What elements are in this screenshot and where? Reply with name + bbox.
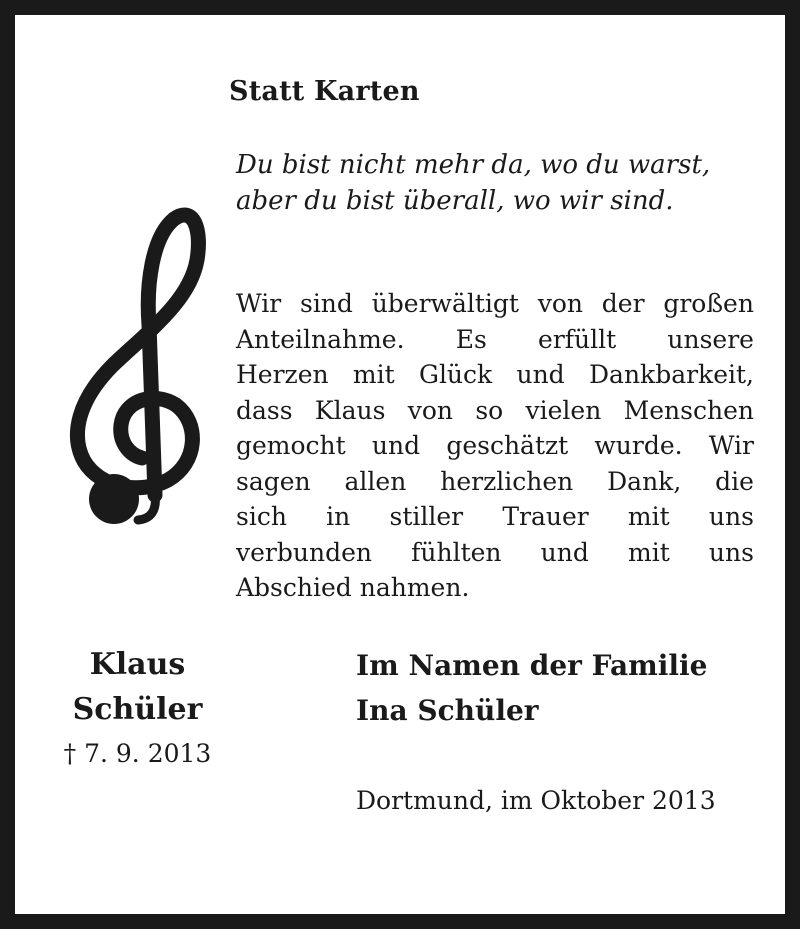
- word: sich: [236, 502, 287, 531]
- family-signature: [356, 643, 708, 733]
- word: und: [540, 537, 589, 567]
- word: in: [326, 502, 351, 531]
- word: sind: [299, 289, 353, 318]
- word: Dank,: [607, 466, 682, 496]
- word: großen: [663, 289, 754, 318]
- text-line: [236, 535, 754, 571]
- treble-clef-icon: [58, 205, 218, 530]
- word: von: [407, 395, 453, 425]
- family-name: Ina Schüler: [356, 694, 539, 727]
- word: Herzen: [236, 360, 329, 389]
- word: dass: [236, 395, 293, 425]
- word: verbunden: [236, 537, 372, 567]
- word: unsere: [667, 324, 754, 354]
- word: und: [516, 360, 565, 389]
- text-line: [236, 499, 754, 535]
- word: geschätzt: [446, 431, 569, 460]
- word: Dankbarkeit,: [589, 360, 754, 389]
- death-date: † 7. 9. 2013: [63, 739, 212, 768]
- word: mit: [627, 502, 670, 531]
- word: mit: [628, 537, 670, 567]
- deceased-block: [40, 642, 235, 773]
- word: Wir: [708, 431, 754, 460]
- word: mit: [352, 360, 395, 389]
- word: uns: [708, 537, 754, 567]
- acknowledgement-text: [236, 286, 754, 606]
- quote-line: aber du bist überall, wo wir sind.: [236, 186, 674, 216]
- family-line: Im Namen der Familie: [356, 649, 708, 682]
- text-line: [236, 428, 754, 464]
- text-line: [236, 570, 754, 606]
- word: gemocht: [236, 431, 346, 460]
- word: sagen: [236, 466, 311, 496]
- word: Menschen: [623, 395, 754, 425]
- word: Es: [455, 324, 487, 354]
- word: Trauer: [502, 502, 589, 531]
- word: allen: [344, 466, 407, 496]
- word: herzlichen: [440, 466, 574, 496]
- word: so: [475, 395, 504, 425]
- text-line: [236, 393, 754, 429]
- deceased-last-name: Schüler: [72, 692, 203, 727]
- text-line: [236, 357, 754, 393]
- word: Abschied nahmen.: [236, 573, 470, 602]
- word: Glück: [418, 360, 493, 389]
- word: Anteilnahme.: [236, 324, 405, 354]
- quote: [236, 147, 766, 219]
- word: und: [371, 431, 421, 460]
- text-line: [236, 286, 754, 322]
- text-line: [236, 322, 754, 358]
- text-line: [236, 464, 754, 500]
- word: stiller: [389, 502, 464, 531]
- deceased-first-name: Klaus: [89, 647, 186, 682]
- word: Klaus: [314, 395, 386, 425]
- notice-heading: Statt Karten: [229, 76, 420, 107]
- word: erfüllt: [538, 324, 617, 354]
- word: uns: [708, 502, 754, 531]
- word: die: [715, 466, 754, 496]
- word: von: [537, 289, 584, 318]
- word: vielen: [525, 395, 602, 425]
- word: der: [601, 289, 645, 318]
- place-date: Dortmund, im Oktober 2013: [356, 786, 716, 815]
- quote-line: Du bist nicht mehr da, wo du warst,: [236, 150, 711, 180]
- word: Wir: [236, 289, 282, 318]
- word: wurde.: [594, 431, 683, 460]
- word: überwältigt: [371, 289, 519, 318]
- word: fühlten: [411, 537, 502, 567]
